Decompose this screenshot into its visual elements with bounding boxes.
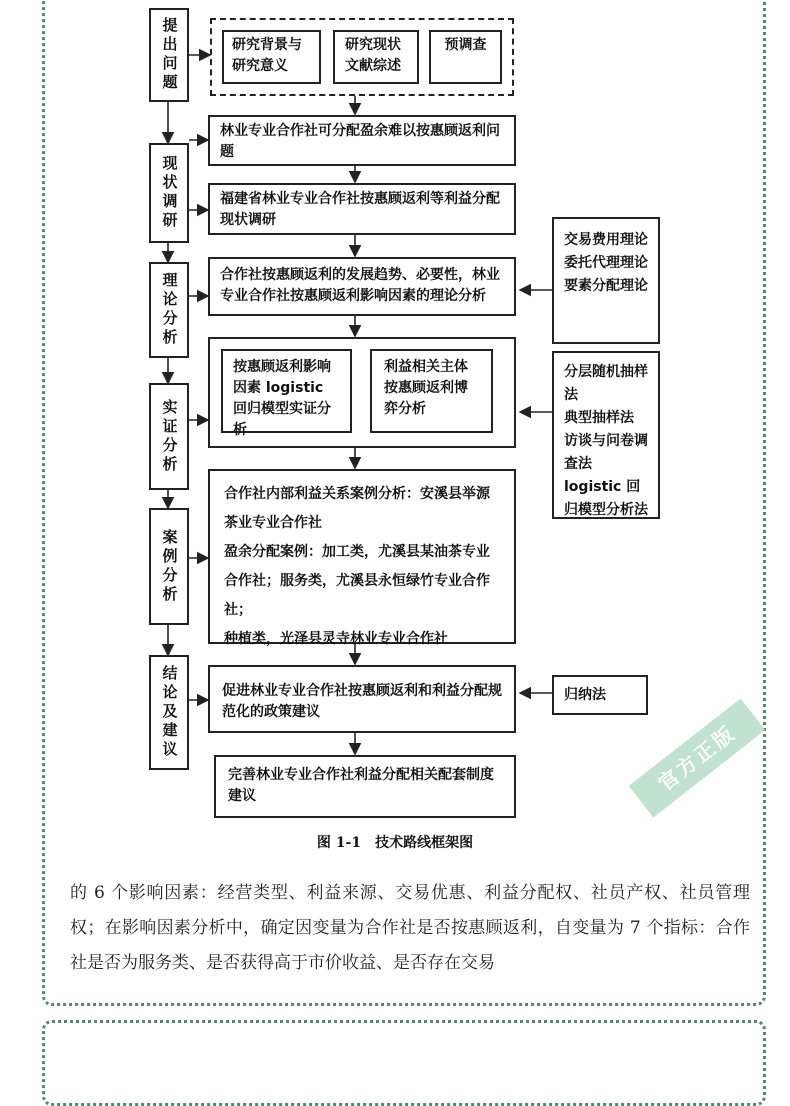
- figure-caption: 图 1-1 技术路线框架图: [316, 835, 474, 851]
- literature-review-box: 研究现状文献综述: [333, 30, 419, 84]
- methods-box: [552, 351, 660, 519]
- research-background-box: 研究背景与研究意义: [222, 30, 321, 84]
- stage-conclusion: 结论及建议: [149, 655, 189, 770]
- theory-item: 委托代理理论: [564, 255, 648, 271]
- method-item: 分层随机抽样法: [564, 364, 648, 403]
- pre-survey-box: 预调查: [429, 30, 502, 84]
- final-box: 完善林业专业合作社利益分配相关配套制度建议: [214, 755, 516, 818]
- method-item: logistic 回归模型分析法: [564, 479, 648, 518]
- theory-item: 要素分配理论: [564, 278, 648, 294]
- problem-box: 林业专业合作社可分配盈余难以按惠顾返利问题: [208, 115, 516, 166]
- policy-box: 促进林业专业合作社按惠顾返利和利益分配规范化的政策建议: [208, 665, 516, 733]
- bottom-dotted-frame: [42, 1020, 766, 1106]
- body-paragraph: 的 6 个影响因素：经营类型、利益来源、交易优惠、利益分配权、社员产权、社员管理权；在影响因素分析中，确定因变量为合作社是否按惠顾返利，自变量为 7 个指标：合作社是否为服务类、是否获得高于市价收益、是否存在交易: [70, 883, 750, 973]
- theory-item: 交易费用理论: [564, 232, 648, 248]
- survey-box: 福建省林业专业合作社按惠顾返利等利益分配现状调研: [208, 183, 516, 235]
- induction-box: 归纳法: [552, 675, 648, 715]
- official-stamp: 官方正版: [629, 699, 766, 818]
- theories-box: [552, 217, 660, 344]
- method-item: 典型抽样法: [564, 410, 634, 426]
- stage-problem: 提出问题: [149, 8, 189, 102]
- method-item: 访谈与问卷调查法: [564, 433, 648, 472]
- case-line-2: 盈余分配案例：加工类，尤溪县某油茶专业合作社；服务类，尤溪县永恒绿竹专业合作社；: [224, 544, 490, 618]
- stage-theory: 理论分析: [149, 262, 189, 358]
- case-line-3: 种植类，光泽县灵寺林业专业合作社: [224, 631, 448, 647]
- case-box: [208, 469, 516, 647]
- stage-case: 案例分析: [149, 508, 189, 625]
- game-analysis-box: 利益相关主体按惠顾返利博弈分析: [370, 349, 493, 433]
- case-line-1: 合作社内部利益关系案例分析：安溪县举源茶业专业合作社: [224, 486, 490, 531]
- stage-survey: 现状调研: [149, 143, 189, 243]
- logistic-analysis-box: 按惠顾返利影响因素 logistic 回归模型实证分析: [221, 349, 352, 433]
- theory-box: 合作社按惠顾返利的发展趋势、必要性，林业专业合作社按惠顾返利影响因素的理论分析: [208, 257, 516, 316]
- stage-empirical: 实证分析: [149, 383, 189, 490]
